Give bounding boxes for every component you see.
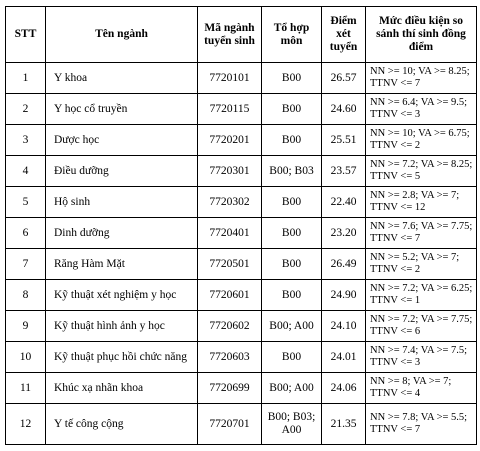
cell-combo: B00 — [262, 342, 322, 373]
cell-score: 25.51 — [322, 125, 366, 156]
cell-name: Điều dưỡng — [46, 156, 198, 187]
table-row — [6, 342, 477, 373]
cell-code: 7720401 — [198, 218, 262, 249]
table-row — [6, 63, 477, 94]
cell-condition: NN >= 8; VA >= 7; TTNV <= 4 — [366, 373, 477, 404]
cell-condition: NN >= 7.2; VA >= 7.75; TTNV <= 6 — [366, 311, 477, 342]
cell-name: Kỹ thuật xét nghiệm y học — [46, 280, 198, 311]
cell-name: Y khoa — [46, 63, 198, 94]
cell-name: Dược học — [46, 125, 198, 156]
cell-combo: B00 — [262, 218, 322, 249]
cell-stt: 11 — [6, 373, 46, 404]
cell-stt: 3 — [6, 125, 46, 156]
cell-score: 21.35 — [322, 404, 366, 445]
cell-condition: NN >= 2.8; VA >= 7; TTNV <= 12 — [366, 187, 477, 218]
cell-stt: 4 — [6, 156, 46, 187]
cell-combo: B00 — [262, 249, 322, 280]
cell-score: 23.57 — [322, 156, 366, 187]
admission-table-container — [5, 6, 477, 445]
cell-code: 7720302 — [198, 187, 262, 218]
cell-stt: 12 — [6, 404, 46, 445]
table-row — [6, 249, 477, 280]
cell-condition: NN >= 7.6; VA >= 7.75; TTNV <= 7 — [366, 218, 477, 249]
cell-combo: B00 — [262, 63, 322, 94]
cell-score: 24.10 — [322, 311, 366, 342]
table-row — [6, 373, 477, 404]
cell-score: 26.57 — [322, 63, 366, 94]
cell-combo: B00 — [262, 125, 322, 156]
cell-code: 7720603 — [198, 342, 262, 373]
header-score: Điểm xét tuyển — [322, 7, 366, 63]
table-row — [6, 404, 477, 445]
cell-code: 7720701 — [198, 404, 262, 445]
cell-code: 7720201 — [198, 125, 262, 156]
cell-combo: B00; A00 — [262, 311, 322, 342]
cell-name: Y tế công cộng — [46, 404, 198, 445]
cell-condition: NN >= 7.2; VA >= 8.25; TTNV <= 5 — [366, 156, 477, 187]
cell-condition: NN >= 10; VA >= 6.75; TTNV <= 2 — [366, 125, 477, 156]
table-row — [6, 187, 477, 218]
cell-combo: B00; A00 — [262, 373, 322, 404]
cell-condition: NN >= 7.4; VA >= 7.5; TTNV <= 3 — [366, 342, 477, 373]
cell-condition: NN >= 6.4; VA >= 9.5; TTNV <= 3 — [366, 94, 477, 125]
cell-stt: 6 — [6, 218, 46, 249]
cell-stt: 8 — [6, 280, 46, 311]
header-name: Tên ngành — [46, 7, 198, 63]
cell-name: Răng Hàm Mặt — [46, 249, 198, 280]
header-code: Mã ngành tuyển sinh — [198, 7, 262, 63]
cell-score: 23.20 — [322, 218, 366, 249]
cell-name: Hộ sinh — [46, 187, 198, 218]
cell-code: 7720699 — [198, 373, 262, 404]
cell-combo: B00 — [262, 94, 322, 125]
cell-code: 7720115 — [198, 94, 262, 125]
admission-scores-table — [5, 6, 477, 445]
cell-score: 26.49 — [322, 249, 366, 280]
cell-code: 7720301 — [198, 156, 262, 187]
cell-stt: 1 — [6, 63, 46, 94]
cell-code: 7720602 — [198, 311, 262, 342]
table-row — [6, 280, 477, 311]
cell-combo: B00; B03; A00 — [262, 404, 322, 445]
cell-condition: NN >= 10; VA >= 8.25; TTNV <= 7 — [366, 63, 477, 94]
cell-code: 7720601 — [198, 280, 262, 311]
table-row — [6, 94, 477, 125]
cell-score: 24.01 — [322, 342, 366, 373]
table-row — [6, 156, 477, 187]
cell-code: 7720501 — [198, 249, 262, 280]
cell-condition: NN >= 7.8; VA >= 5.5; TTNV <= 7 — [366, 404, 477, 445]
table-row — [6, 218, 477, 249]
header-stt: STT — [6, 7, 46, 63]
cell-combo: B00 — [262, 187, 322, 218]
cell-score: 22.40 — [322, 187, 366, 218]
cell-code: 7720101 — [198, 63, 262, 94]
table-row — [6, 311, 477, 342]
cell-combo: B00 — [262, 280, 322, 311]
cell-score: 24.60 — [322, 94, 366, 125]
header-cond: Mức điều kiện so sánh thí sinh đồng điểm — [366, 7, 477, 63]
cell-score: 24.90 — [322, 280, 366, 311]
cell-name: Kỹ thuật phục hồi chức năng — [46, 342, 198, 373]
cell-combo: B00; B03 — [262, 156, 322, 187]
cell-stt: 5 — [6, 187, 46, 218]
cell-stt: 10 — [6, 342, 46, 373]
header-combo: Tổ hợp môn — [262, 7, 322, 63]
cell-stt: 2 — [6, 94, 46, 125]
cell-stt: 7 — [6, 249, 46, 280]
table-row — [6, 125, 477, 156]
cell-name: Dinh dưỡng — [46, 218, 198, 249]
cell-name: Y học cổ truyền — [46, 94, 198, 125]
cell-stt: 9 — [6, 311, 46, 342]
cell-name: Khúc xạ nhãn khoa — [46, 373, 198, 404]
table-header-row — [6, 7, 477, 63]
cell-name: Kỹ thuật hình ảnh y học — [46, 311, 198, 342]
cell-condition: NN >= 7.2; VA >= 6.25; TTNV <= 1 — [366, 280, 477, 311]
cell-score: 24.06 — [322, 373, 366, 404]
cell-condition: NN >= 5.2; VA >= 7; TTNV <= 2 — [366, 249, 477, 280]
